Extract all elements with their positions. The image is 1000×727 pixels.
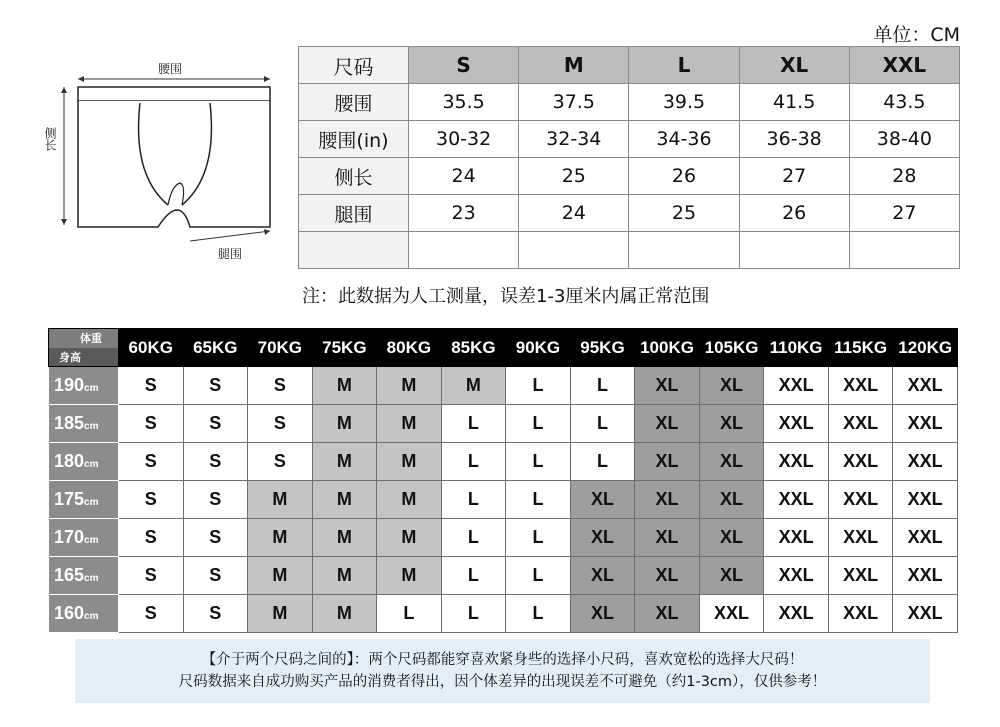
height-row xyxy=(49,443,958,481)
recommended-size-cell: XL xyxy=(699,519,764,557)
recommended-size-cell: L xyxy=(506,595,571,633)
size-header-cell: XL xyxy=(739,47,849,84)
recommended-size-cell: L xyxy=(441,557,506,595)
recommended-size-cell: XL xyxy=(699,481,764,519)
weight-header-cell: 65KG xyxy=(183,329,248,367)
size-value-cell: 43.5 xyxy=(849,84,959,121)
weight-header-cell: 70KG xyxy=(248,329,313,367)
recommended-size-cell: S xyxy=(119,367,184,405)
recommended-size-cell: XXL xyxy=(764,481,829,519)
height-value: 175 xyxy=(54,489,85,509)
recommended-size-cell: L xyxy=(570,367,635,405)
height-label xyxy=(49,481,119,519)
recommended-size-cell: XL xyxy=(570,557,635,595)
recommended-size-cell: XXL xyxy=(764,595,829,633)
size-value-cell: 38-40 xyxy=(849,121,959,158)
size-row xyxy=(299,195,960,232)
height-value: 180 xyxy=(54,451,85,471)
weight-header-cell: 85KG xyxy=(441,329,506,367)
size-value-cell: 41.5 xyxy=(739,84,849,121)
recommended-size-cell: M xyxy=(377,443,442,481)
weight-header-cell: 80KG xyxy=(377,329,442,367)
recommended-size-cell: XXL xyxy=(764,405,829,443)
height-label xyxy=(49,443,119,481)
recommended-size-cell: M xyxy=(377,557,442,595)
recommended-size-cell: XL xyxy=(570,481,635,519)
recommended-size-cell: XXL xyxy=(893,405,958,443)
size-row-label: 腿围 xyxy=(299,195,409,232)
size-value-cell: 30-32 xyxy=(409,121,519,158)
size-row xyxy=(299,158,960,195)
size-measurement-table xyxy=(298,46,960,269)
recommended-size-cell: L xyxy=(506,405,571,443)
briefs-diagram xyxy=(40,55,280,270)
recommended-size-cell: L xyxy=(441,405,506,443)
recommended-size-cell: XXL xyxy=(828,443,893,481)
recommended-size-cell: M xyxy=(312,519,377,557)
height-unit: cm xyxy=(84,573,99,584)
size-value-cell xyxy=(849,232,959,269)
recommended-size-cell: XXL xyxy=(699,595,764,633)
size-value-cell xyxy=(519,232,629,269)
size-value-cell: 34-36 xyxy=(629,121,739,158)
height-value: 160 xyxy=(54,603,85,623)
recommended-size-cell: XXL xyxy=(828,595,893,633)
footer-line-1: 【介于两个尺码之间的】：两个尺码都能穿喜欢紧身些的选择小尺码，喜欢宽松的选择大尺码！ xyxy=(201,652,804,668)
size-value-cell xyxy=(739,232,849,269)
size-header-cell: S xyxy=(409,47,519,84)
recommended-size-cell: L xyxy=(506,443,571,481)
weight-header-cell: 95KG xyxy=(570,329,635,367)
height-label xyxy=(49,367,119,405)
weight-header-cell: 110KG xyxy=(764,329,829,367)
weight-header-cell: 90KG xyxy=(506,329,571,367)
size-value-cell: 37.5 xyxy=(519,84,629,121)
recommended-size-cell: M xyxy=(248,557,313,595)
height-value: 170 xyxy=(54,527,85,547)
recommended-size-cell: XL xyxy=(635,481,700,519)
recommended-size-cell: XXL xyxy=(893,595,958,633)
recommended-size-cell: L xyxy=(441,519,506,557)
recommended-size-cell: XL xyxy=(635,367,700,405)
weight-header-cell: 115KG xyxy=(828,329,893,367)
size-value-cell xyxy=(629,232,739,269)
height-row xyxy=(49,367,958,405)
height-label xyxy=(49,519,119,557)
recommended-size-cell: M xyxy=(377,367,442,405)
recommended-size-cell: S xyxy=(248,367,313,405)
height-unit: cm xyxy=(84,535,99,546)
size-header-row xyxy=(299,47,960,84)
recommended-size-cell: S xyxy=(119,557,184,595)
recommended-size-cell: M xyxy=(377,405,442,443)
height-unit: cm xyxy=(84,459,99,470)
weight-header-cell: 60KG xyxy=(119,329,184,367)
recommended-size-cell: M xyxy=(312,443,377,481)
footer-line-2: 尺码数据来自成功购买产品的消费者得出，因个体差异的出现误差不可避免（约1-3cm），仅供参考！ xyxy=(178,674,827,690)
size-value-cell: 25 xyxy=(519,158,629,195)
recommended-size-cell: XXL xyxy=(764,443,829,481)
size-value-cell: 27 xyxy=(739,158,849,195)
weight-header-cell: 75KG xyxy=(312,329,377,367)
height-unit: cm xyxy=(84,421,99,432)
recommended-size-cell: S xyxy=(183,443,248,481)
recommended-size-cell: S xyxy=(119,481,184,519)
side-length-label: 侧长 xyxy=(43,127,57,151)
recommended-size-cell: XXL xyxy=(893,519,958,557)
corner-height-label: 身高 xyxy=(49,348,118,367)
recommended-size-cell: XL xyxy=(570,519,635,557)
height-unit: cm xyxy=(84,383,99,394)
recommended-size-cell: XXL xyxy=(893,443,958,481)
height-label xyxy=(49,405,119,443)
size-value-cell: 25 xyxy=(629,195,739,232)
recommended-size-cell: L xyxy=(441,595,506,633)
recommended-size-cell: S xyxy=(119,595,184,633)
size-header-cell: XXL xyxy=(849,47,959,84)
height-label xyxy=(49,595,119,633)
height-unit: cm xyxy=(84,497,99,508)
height-value: 190 xyxy=(54,375,85,395)
briefs-outline-icon xyxy=(40,55,280,270)
recommended-size-cell: S xyxy=(183,557,248,595)
weight-header-cell: 105KG xyxy=(699,329,764,367)
recommended-size-cell: S xyxy=(248,405,313,443)
size-value-cell: 24 xyxy=(409,158,519,195)
size-value-cell: 26 xyxy=(739,195,849,232)
recommended-size-cell: S xyxy=(119,405,184,443)
height-label xyxy=(49,557,119,595)
height-row xyxy=(49,519,958,557)
recommended-size-cell: XL xyxy=(635,519,700,557)
recommended-size-cell: S xyxy=(119,519,184,557)
recommended-size-cell: XL xyxy=(635,443,700,481)
recommended-size-cell: S xyxy=(119,443,184,481)
height-row xyxy=(49,595,958,633)
recommended-size-cell: XXL xyxy=(828,405,893,443)
corner-weight-label: 体重 xyxy=(49,329,118,348)
size-value-cell: 28 xyxy=(849,158,959,195)
size-row-label: 腰围(in) xyxy=(299,121,409,158)
size-value-cell: 27 xyxy=(849,195,959,232)
recommended-size-cell: M xyxy=(248,481,313,519)
size-header-cell: 尺码 xyxy=(299,47,409,84)
recommended-size-cell: M xyxy=(312,481,377,519)
recommended-size-cell: S xyxy=(248,443,313,481)
recommended-size-cell: L xyxy=(570,443,635,481)
recommended-size-cell: XXL xyxy=(828,557,893,595)
measurement-note: 注：此数据为人工测量，误差1-3厘米内属正常范围 xyxy=(302,286,710,307)
size-row-label: 侧长 xyxy=(299,158,409,195)
recommended-size-cell: XXL xyxy=(764,557,829,595)
recommended-size-cell: XXL xyxy=(893,367,958,405)
size-row xyxy=(299,232,960,269)
unit-label: 单位：CM xyxy=(873,24,960,46)
recommended-size-cell: L xyxy=(506,367,571,405)
size-row-label xyxy=(299,232,409,269)
size-header-cell: M xyxy=(519,47,629,84)
recommended-size-cell: XXL xyxy=(764,519,829,557)
weight-header-cell: 120KG xyxy=(893,329,958,367)
weight-height-size-grid xyxy=(48,328,958,633)
recommended-size-cell: XL xyxy=(699,443,764,481)
recommended-size-cell: M xyxy=(441,367,506,405)
recommended-size-cell: L xyxy=(506,519,571,557)
grid-corner xyxy=(49,329,119,367)
leg-label: 腿围 xyxy=(218,247,243,261)
recommended-size-cell: M xyxy=(377,519,442,557)
recommended-size-cell: M xyxy=(248,519,313,557)
recommended-size-cell: XXL xyxy=(828,519,893,557)
recommended-size-cell: M xyxy=(312,367,377,405)
size-value-cell: 23 xyxy=(409,195,519,232)
recommended-size-cell: S xyxy=(183,595,248,633)
recommended-size-cell: L xyxy=(506,557,571,595)
footer-note xyxy=(75,639,930,703)
recommended-size-cell: S xyxy=(183,481,248,519)
height-row xyxy=(49,481,958,519)
size-value-cell: 26 xyxy=(629,158,739,195)
recommended-size-cell: M xyxy=(312,405,377,443)
size-row-label: 腰围 xyxy=(299,84,409,121)
recommended-size-cell: XL xyxy=(699,405,764,443)
size-value-cell: 24 xyxy=(519,195,629,232)
size-value-cell xyxy=(409,232,519,269)
waist-label: 腰围 xyxy=(158,62,183,76)
size-value-cell: 32-34 xyxy=(519,121,629,158)
size-value-cell: 35.5 xyxy=(409,84,519,121)
weight-header-row xyxy=(49,329,958,367)
recommended-size-cell: XL xyxy=(635,405,700,443)
recommended-size-cell: S xyxy=(183,367,248,405)
height-value: 185 xyxy=(54,413,85,433)
recommended-size-cell: L xyxy=(506,481,571,519)
height-row xyxy=(49,557,958,595)
recommended-size-cell: M xyxy=(312,557,377,595)
recommended-size-cell: XXL xyxy=(893,557,958,595)
height-row xyxy=(49,405,958,443)
size-row xyxy=(299,121,960,158)
size-header-cell: L xyxy=(629,47,739,84)
recommended-size-cell: XXL xyxy=(828,481,893,519)
recommended-size-cell: XXL xyxy=(893,481,958,519)
height-value: 165 xyxy=(54,565,85,585)
recommended-size-cell: XXL xyxy=(764,367,829,405)
recommended-size-cell: XL xyxy=(570,595,635,633)
recommended-size-cell: M xyxy=(377,481,442,519)
recommended-size-cell: XL xyxy=(635,595,700,633)
recommended-size-cell: L xyxy=(441,443,506,481)
size-row xyxy=(299,84,960,121)
recommended-size-cell: XL xyxy=(635,557,700,595)
recommended-size-cell: S xyxy=(183,519,248,557)
recommended-size-cell: XL xyxy=(699,367,764,405)
recommended-size-cell: M xyxy=(312,595,377,633)
recommended-size-cell: XL xyxy=(699,557,764,595)
recommended-size-cell: XXL xyxy=(828,367,893,405)
recommended-size-cell: L xyxy=(377,595,442,633)
recommended-size-cell: L xyxy=(441,481,506,519)
size-value-cell: 36-38 xyxy=(739,121,849,158)
size-value-cell: 39.5 xyxy=(629,84,739,121)
height-unit: cm xyxy=(84,611,99,622)
recommended-size-cell: S xyxy=(183,405,248,443)
recommended-size-cell: L xyxy=(570,405,635,443)
recommended-size-cell: M xyxy=(248,595,313,633)
weight-header-cell: 100KG xyxy=(635,329,700,367)
